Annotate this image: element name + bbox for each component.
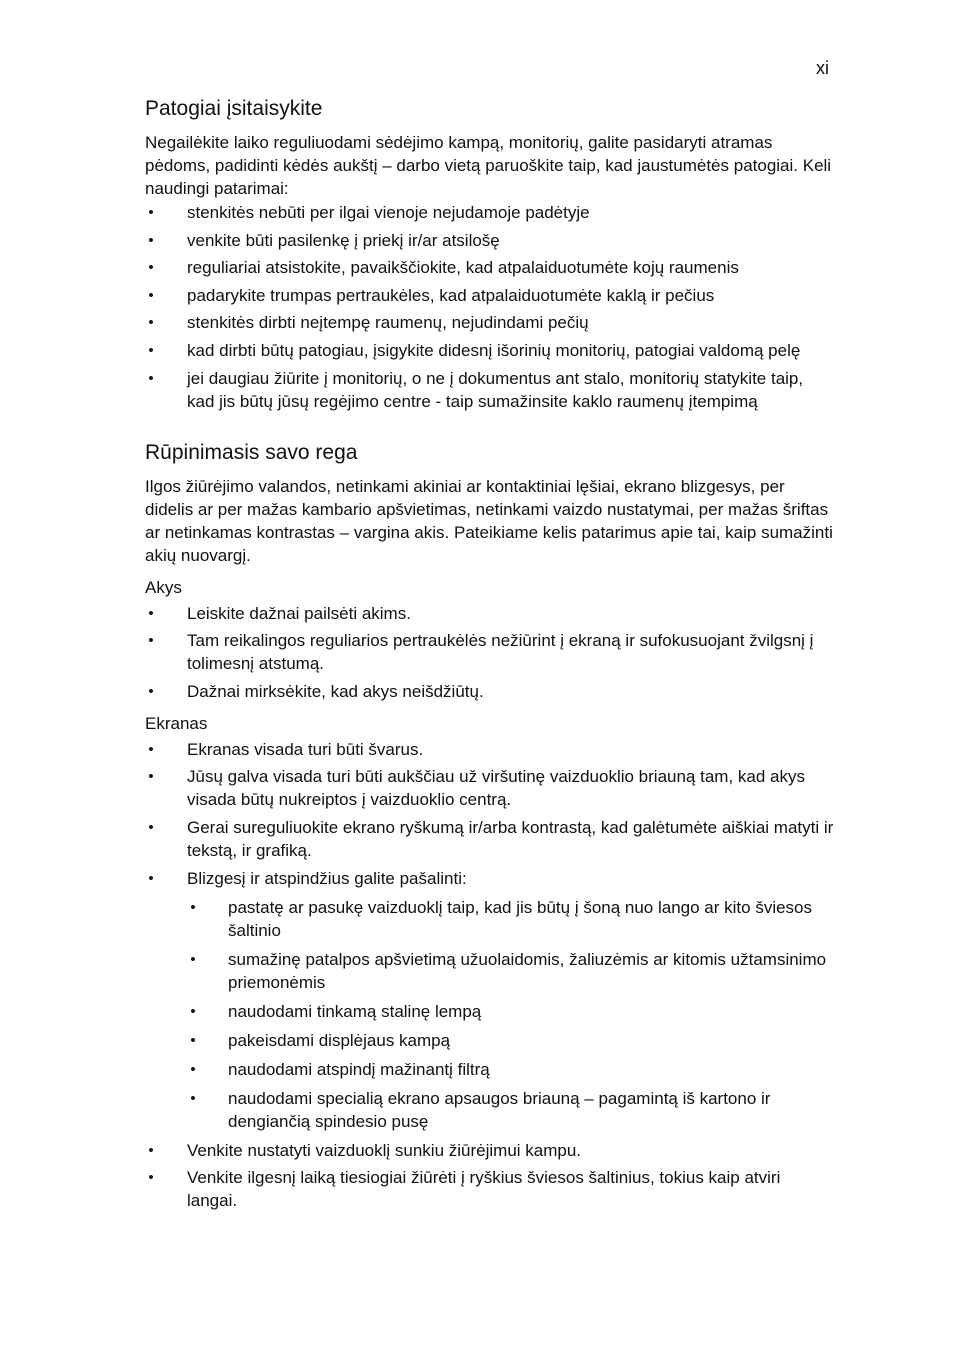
bullet-icon: • bbox=[190, 1031, 196, 1049]
bullet-icon: • bbox=[148, 314, 154, 332]
nested-list-item bbox=[187, 1000, 835, 1023]
bullet-icon: • bbox=[148, 231, 154, 249]
bullet-icon: • bbox=[148, 818, 154, 836]
nested-list-item bbox=[187, 948, 835, 994]
list-item bbox=[145, 256, 835, 279]
section-intro-comfort: Negailėkite laiko reguliuodami sėdėjimo kampą, monitorių, galite pasidaryti atramas pėdoms, padidinti kėdės aukštį – darbo vietą paruoškite taip, kad jaustumėtės patogiai. Keli naudingi patarimai: bbox=[145, 133, 832, 198]
list-item-text: kad dirbti būtų patogiau, įsigykite didesnį išorinių monitorių, patogiai valdomą pelę bbox=[187, 340, 801, 360]
bullet-icon: • bbox=[148, 740, 154, 758]
list-item-text: padarykite trumpas pertraukėles, kad atpalaiduotumėte kaklą ir pečius bbox=[187, 285, 715, 305]
list-item-text: Jūsų galva visada turi būti aukščiau už viršutinę vaizduoklio briauną tam, kad akys visada būtų nukreiptos į vaizduoklio centrą. bbox=[187, 767, 805, 810]
list-item-text: Blizgesį ir atspindžius galite pašalinti: bbox=[187, 868, 467, 888]
bullet-icon: • bbox=[190, 950, 196, 968]
list-item bbox=[145, 229, 835, 252]
bullet-icon: • bbox=[148, 682, 154, 700]
subheading-eyes: Akys bbox=[145, 577, 182, 597]
list-item bbox=[145, 284, 835, 307]
bullet-icon: • bbox=[148, 1141, 154, 1159]
list-item bbox=[145, 680, 835, 703]
glare-tips-list bbox=[187, 896, 835, 1133]
list-item bbox=[145, 1166, 835, 1212]
list-item-text: jei daugiau žiūrite į monitorių, o ne į dokumentus ant stalo, monitorių statykite taip, kad jis būtų jūsų regėjimo centre - taip sumažinsite kaklo raumenų įtempimą bbox=[187, 368, 804, 411]
nested-list-item bbox=[187, 1058, 835, 1081]
page-content bbox=[145, 95, 835, 1217]
nested-list-item bbox=[187, 1087, 835, 1133]
nested-list-item bbox=[187, 1029, 835, 1052]
bullet-icon: • bbox=[190, 1089, 196, 1107]
list-item-text: Tam reikalingos reguliarios pertraukėlės nežiūrint į ekraną ir sufokusuojant žvilgsnį į tolimesnį atstumą. bbox=[187, 631, 814, 674]
section-title-eyesight: Rūpinimasis savo rega bbox=[145, 440, 358, 464]
subheading-screen: Ekranas bbox=[145, 713, 208, 733]
list-item-text: sumažinę patalpos apšvietimą užuolaidomis, žaliuzėmis ar kitomis užtamsinimo priemonėmis bbox=[228, 949, 827, 992]
list-item-text: naudodami specialią ekrano apsaugos briauną – pagamintą iš kartono ir dengiančią spindesio pusę bbox=[228, 1088, 771, 1131]
section-intro-eyesight: Ilgos žiūrėjimo valandos, netinkami akiniai ar kontaktiniai lęšiai, ekrano blizgesys, per didelis ar per mažas kambario apšvietimas, netinkami vaizdo nustatymai, per mažas šriftas ar netinkamas kontrastas – vargina akis. Pateikiame kelis patarimus apie tai, kaip sumažinti akių nuovargį. bbox=[145, 476, 833, 565]
screen-tips-list-continued bbox=[145, 1139, 835, 1213]
bullet-icon: • bbox=[148, 286, 154, 304]
list-item-text: naudodami atspindį mažinantį filtrą bbox=[228, 1059, 490, 1079]
list-item-text: reguliariai atsistokite, pavaikščiokite, kad atpalaiduotumėte kojų raumenis bbox=[187, 258, 739, 278]
list-item bbox=[145, 602, 835, 625]
page-number: xi bbox=[816, 58, 829, 78]
bullet-icon: • bbox=[190, 1002, 196, 1020]
screen-tips-list bbox=[145, 738, 835, 890]
bullet-icon: • bbox=[148, 259, 154, 277]
bullet-icon: • bbox=[148, 1169, 154, 1187]
list-item bbox=[145, 867, 835, 890]
list-item-text: Venkite nustatyti vaizduoklį sunkiu žiūrėjimui kampu. bbox=[187, 1140, 582, 1160]
list-item-text: stenkitės dirbti neįtempę raumenų, nejudindami pečių bbox=[187, 313, 589, 333]
section-title-comfort: Patogiai įsitaisykite bbox=[145, 97, 323, 120]
list-item-text: Gerai sureguliuokite ekrano ryškumą ir/arba kontrastą, kad galėtumėte aiškiai matyti ir tekstą, ir grafiką. bbox=[187, 817, 834, 860]
nested-list-item bbox=[187, 896, 835, 942]
bullet-icon: • bbox=[148, 768, 154, 786]
list-item bbox=[145, 816, 835, 862]
bullet-icon: • bbox=[190, 1060, 196, 1078]
list-item-text: Venkite ilgesnį laiką tiesiogiai žiūrėti į ryškius šviesos šaltinius, tokius kaip atviri langai. bbox=[187, 1168, 781, 1211]
list-item bbox=[145, 738, 835, 761]
bullet-icon: • bbox=[148, 632, 154, 650]
bullet-icon: • bbox=[148, 869, 154, 887]
bullet-icon: • bbox=[148, 341, 154, 359]
bullet-icon: • bbox=[148, 369, 154, 387]
list-item-text: stenkitės nebūti per ilgai vienoje nejudamoje padėtyje bbox=[187, 203, 590, 222]
list-item-text: Leiskite dažnai pailsėti akims. bbox=[187, 603, 411, 623]
list-item bbox=[145, 201, 835, 224]
list-item bbox=[145, 367, 835, 413]
list-item bbox=[145, 311, 835, 334]
list-item-text: Ekranas visada turi būti švarus. bbox=[187, 739, 424, 759]
list-item bbox=[145, 1139, 835, 1162]
bullet-icon: • bbox=[190, 898, 196, 916]
list-item bbox=[145, 765, 835, 811]
bullet-icon: • bbox=[148, 204, 154, 221]
list-item-text: naudodami tinkamą stalinę lempą bbox=[228, 1001, 482, 1021]
list-item-text: pakeisdami displėjaus kampą bbox=[228, 1030, 451, 1050]
list-item bbox=[145, 629, 835, 675]
list-item-text: pastatę ar pasukę vaizduoklį taip, kad jis būtų į šoną nuo lango ar kito šviesos šaltinio bbox=[228, 897, 813, 940]
bullet-icon: • bbox=[148, 604, 154, 622]
list-item-text: Dažnai mirksėkite, kad akys neišdžiūtų. bbox=[187, 681, 484, 701]
comfort-tips-list bbox=[145, 201, 835, 413]
list-item bbox=[145, 339, 835, 362]
list-item-text: venkite būti pasilenkę į priekį ir/ar atsilošę bbox=[187, 230, 500, 250]
eyes-tips-list bbox=[145, 602, 835, 703]
